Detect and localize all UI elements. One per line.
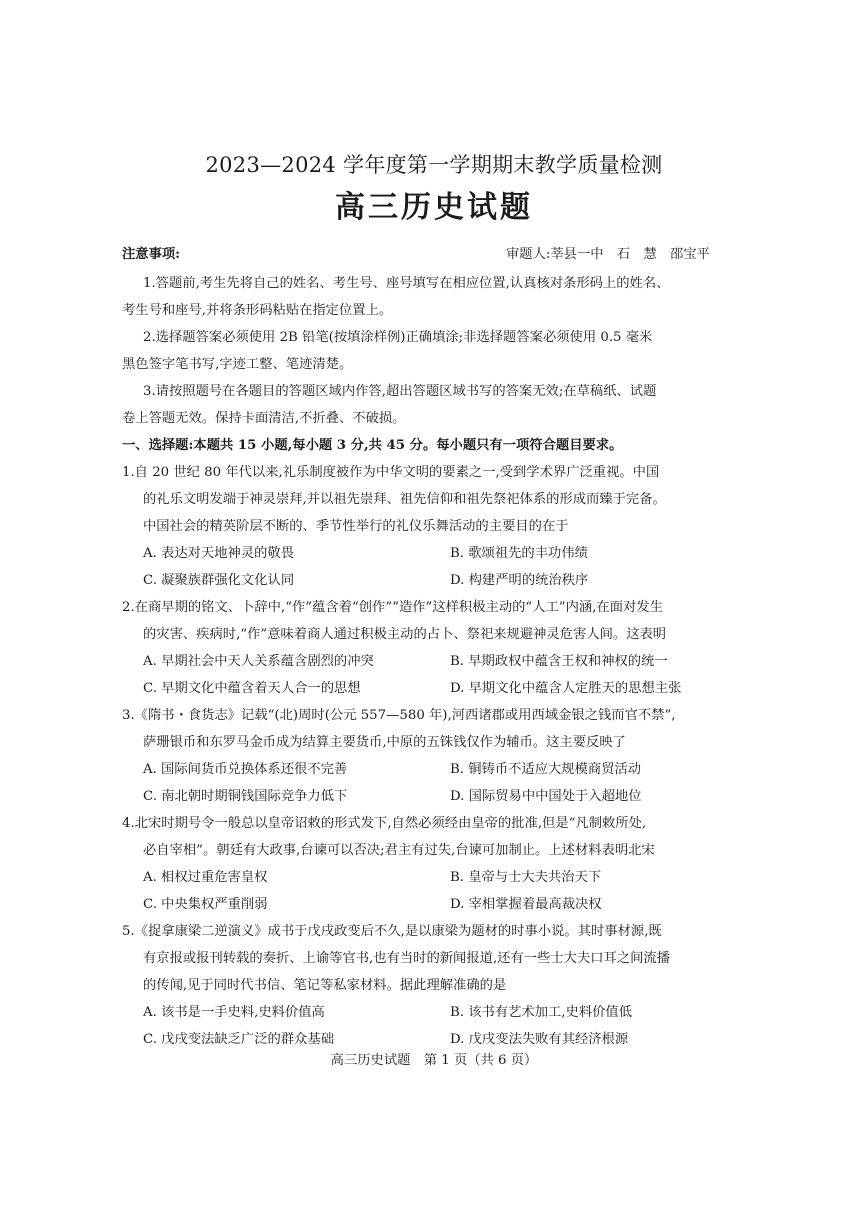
option-c: C. 戊戌变法缺乏广泛的群众基础 — [143, 1032, 335, 1047]
notice-item: 考生号和座号,并将条形码粘贴在指定位置上。 — [122, 303, 393, 318]
notice-item: 1.答题前,考生先将自己的姓名、考生号、座号填写在相应位置,认真核对条形码上的姓名、 — [143, 276, 670, 291]
question-stem-line: 5.《捉拿康梁二逆演义》成书于戊戌政变后不久,是以康梁为题材的时事小说。其时事材源,既 — [122, 924, 662, 939]
question-stem-line: 3.《隋书・食货志》记载“(北)周时(公元 557—580 年),河西诸郡或用西域金银之钱而官不禁”, — [122, 708, 676, 723]
question-stem-line: 中国社会的精英阶层不断的、季节性举行的礼仪乐舞活动的主要目的在于 — [143, 519, 569, 534]
option-row — [0, 545, 868, 563]
exam-title: 高三历史试题 — [335, 190, 533, 225]
question-stem-line: 有京报或报刊转载的奏折、上谕等官书,也有当时的新闻报道,还有一些士大夫口耳之间流播 — [143, 951, 671, 966]
question-stem-line: 1.自 20 世纪 80 年代以来,礼乐制度被作为中华文明的要素之一,受到学术界广泛重视。中国 — [122, 465, 660, 480]
question-stem-line: 必自宰相”。朝廷有大政事,台谏可以否决;君主有过失,台谏可加制止。上述材料表明北宋 — [143, 843, 655, 858]
notice-item: 卷上答题无效。保持卡面清洁,不折叠、不破损。 — [122, 411, 406, 426]
question-stem-line: 2.在商早期的铭文、卜辞中,“作”蕴含着“创作”“造作”这样积极主动的“人工”内涵,在面对发生 — [122, 600, 663, 615]
option-row — [0, 1004, 868, 1022]
option-c: C. 凝聚族群强化文化认同 — [143, 573, 295, 588]
option-b: B. 歌颂祖先的丰功伟绩 — [450, 546, 588, 561]
notice-item: 2.选择题答案必须使用 2B 铅笔(按填涂样例)正确填涂;非选择题答案必须使用 0.5 毫米 — [143, 330, 653, 345]
option-d: D. 戊戌变法失败有其经济根源 — [450, 1032, 629, 1047]
option-row — [0, 896, 868, 914]
option-row — [0, 680, 868, 698]
page-footer: 高三历史试题 第 1 页（共 6 页） — [330, 1053, 538, 1068]
notice-item: 3.请按照题号在各题目的答题区域内作答,超出答题区域书写的答案无效;在草稿纸、试题 — [143, 384, 657, 399]
option-b: B. 早期政权中蕴含王权和神权的统一 — [450, 654, 668, 669]
exam-subtitle: 2023—2024 学年度第一学期期末教学质量检测 — [205, 153, 663, 177]
option-row — [0, 1031, 868, 1049]
option-a: A. 表达对天地神灵的敬畏 — [143, 546, 295, 561]
question-stem-line: 萨珊银币和东罗马金币成为结算主要货币,中原的五铢钱仅作为辅币。这主要反映了 — [143, 735, 626, 750]
notice-heading: 注意事项: — [122, 247, 181, 262]
notice-item: 黑色签字笔书写,字迹工整、笔迹清楚。 — [122, 357, 353, 372]
option-d: D. 国际贸易中中国处于入超地位 — [450, 789, 642, 804]
option-a: A. 该书是一手史料,史料价值高 — [143, 1005, 325, 1020]
question-stem-line: 的灾害、疾病时,“作”意味着商人通过积极主动的占卜、祭祀来规避神灵危害人间。这表明 — [143, 627, 667, 642]
option-c: C. 南北朝时期铜钱国际竞争力低下 — [143, 789, 348, 804]
option-a: A. 早期社会中天人关系蕴含剧烈的冲突 — [143, 654, 374, 669]
option-a: A. 国际间货币兑换体系还很不完善 — [143, 762, 348, 777]
option-d: D. 宰相掌握着最高裁决权 — [450, 897, 602, 912]
option-b: B. 该书有艺术加工,史料价值低 — [450, 1005, 633, 1020]
option-row — [0, 653, 868, 671]
option-b: B. 铜铸币不适应大规模商贸活动 — [450, 762, 642, 777]
question-stem-line: 4.北宋时期号令一般总以皇帝诏敕的形式发下,自然必须经由皇帝的批准,但是“凡制敕所处, — [122, 816, 647, 831]
section-heading: 一、选择题:本题共 15 小题,每小题 3 分,共 45 分。每小题只有一项符合题目要求。 — [122, 438, 623, 453]
option-a: A. 相权过重危害皇权 — [143, 870, 268, 885]
option-row — [0, 869, 868, 887]
option-d: D. 构建严明的统治秩序 — [450, 573, 589, 588]
reviewer-line: 审题人:莘县一中 石 慧 邵宝平 — [506, 247, 710, 262]
exam-header — [0, 150, 868, 228]
option-d: D. 早期文化中蕴含人定胜天的思想主张 — [450, 681, 682, 696]
option-b: B. 皇帝与士大夫共治天下 — [450, 870, 602, 885]
option-row — [0, 788, 868, 806]
question-stem-line: 的礼乐文明发端于神灵崇拜,并以祖先崇拜、祖先信仰和祖先祭祀体系的形成而臻于完备。 — [143, 492, 666, 507]
option-row — [0, 761, 868, 779]
question-stem-line: 的传闻,见于同时代书信、笔记等私家材料。据此理解准确的是 — [143, 978, 507, 993]
option-c: C. 中央集权严重削弱 — [143, 897, 268, 912]
option-c: C. 早期文化中蕴含着天人合一的思想 — [143, 681, 361, 696]
option-row — [0, 572, 868, 590]
